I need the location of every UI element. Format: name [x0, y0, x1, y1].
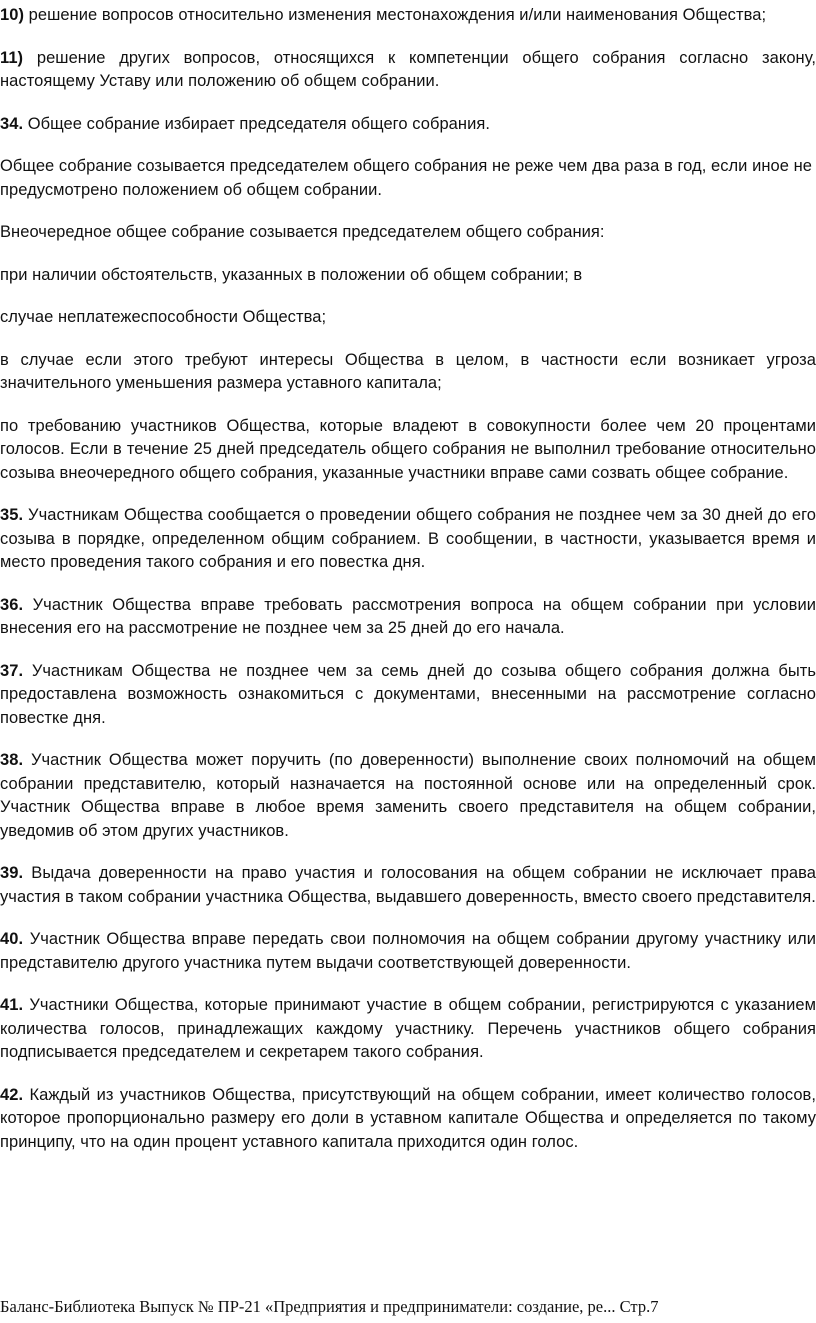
paragraph-number: 39.: [0, 864, 24, 882]
paragraph-text: Участник Общества вправе требовать рассмотрения вопроса на общем собрании при условии внесения его на рассмотрение не позднее чем за 25 дней до его начала.: [0, 595, 816, 637]
paragraph: [0, 594, 816, 641]
paragraph-number: 34.: [0, 114, 24, 133]
paragraph-number: 41.: [0, 996, 24, 1014]
paragraph-text: Участник Общества вправе передать свои полномочия на общем собрании другому участнику или представителю другого участника путем выдачи соответствующей доверенности.: [0, 930, 816, 972]
paragraph: [0, 862, 816, 909]
paragraph: [0, 264, 816, 288]
paragraph-number: 42.: [0, 1085, 24, 1104]
paragraph-text: Участник Общества может поручить (по доверенности) выполнение своих полномочий на общем собрании представителю, который назначается на постоянной основе или на определенный срок. Участник Общества вправе в любое время заменить своего представителя на общем собрании, уведомив об этом других участников.: [0, 751, 816, 840]
paragraph: [0, 221, 816, 245]
paragraph-text: при наличии обстоятельств, указанных в положении об общем собрании; в: [0, 265, 583, 284]
paragraph: [0, 113, 816, 137]
paragraph: [0, 47, 816, 94]
page-footer: Баланс-Библиотека Выпуск № ПР-21 «Предприятия и предприниматели: создание, ре... Стр.7: [0, 1297, 659, 1316]
paragraph-number: 36.: [0, 595, 24, 614]
paragraph-text: решение вопросов относительно изменения местонахождения и/или наименования Общества;: [24, 6, 767, 24]
paragraph-text: случае неплатежеспособности Общества;: [0, 308, 327, 326]
paragraph-text: по требованию участников Общества, которые владеют в совокупности более чем 20 процентами голосов. Если в течение 25 дней председатель общего собрания не выполнил требование относительно созыва внеочередного общего собрания, указанные участники вправе сами созвать общее собрание.: [0, 416, 816, 482]
paragraph-text: Участники Общества, которые принимают участие в общем собрании, регистрируются с указанием количества голосов, принадлежащих каждому участнику. Перечень участников общего собрания подписывается председателем и секретарем такого собрания.: [0, 996, 816, 1061]
paragraph-text: Внеочередное общее собрание созывается председателем общего собрания:: [0, 223, 605, 241]
paragraph: [0, 749, 816, 843]
paragraph-text: Участникам Общества сообщается о проведении общего собрания не позднее чем за 30 дней до его созыва в порядке, определенном общим собранием. В сообщении, в частности, указывается время и место проведения такого собрания и его повестка дня.: [0, 506, 816, 571]
paragraph-text: Участникам Общества не позднее чем за семь дней до созыва общего собрания должна быть предоставлена возможность ознакомиться с документами, внесенными на рассмотрение согласно повестке дня.: [0, 661, 816, 727]
paragraph: [0, 928, 816, 975]
paragraph-number: 35.: [0, 506, 24, 524]
paragraph-number: 40.: [0, 930, 24, 948]
paragraph: [0, 660, 816, 731]
paragraph: [0, 994, 816, 1065]
paragraph-text: Общее собрание созывается председателем общего собрания не реже чем два раза в год, если иное не предусмотрено положением об общем собрании.: [0, 157, 812, 199]
paragraph-number: 37.: [0, 661, 24, 680]
paragraph-text: Общее собрание избирает председателя общего собрания.: [23, 114, 490, 133]
document-body: [0, 4, 816, 1154]
paragraph: [0, 306, 816, 330]
paragraph-number: 11): [0, 48, 24, 67]
paragraph-number: 38.: [0, 751, 24, 769]
paragraph: [0, 4, 816, 28]
paragraph-text: решение других вопросов, относящихся к компетенции общего собрания согласно закону, настоящему Уставу или положению об общем собрании.: [0, 48, 816, 90]
paragraph-text: Каждый из участников Общества, присутствующий на общем собрании, имеет количество голосов, которое пропорционально размеру его доли в уставном капитале Общества и определяется по такому принципу, что на один процент уставного капитала приходится один голос.: [0, 1085, 816, 1151]
paragraph: [0, 155, 816, 202]
paragraph: [0, 504, 816, 575]
paragraph-number: 10): [0, 6, 24, 24]
paragraph: [0, 349, 816, 396]
paragraph-text: Выдача доверенности на право участия и голосования на общем собрании не исключает права участия в таком собрании участника Общества, выдавшего доверенность, вместо своего представителя.: [0, 864, 816, 906]
paragraph: [0, 1084, 816, 1155]
paragraph-text: в случае если этого требуют интересы Общества в целом, в частности если возникает угроза значительного уменьшения размера уставного капитала;: [0, 350, 816, 392]
paragraph: [0, 415, 816, 486]
